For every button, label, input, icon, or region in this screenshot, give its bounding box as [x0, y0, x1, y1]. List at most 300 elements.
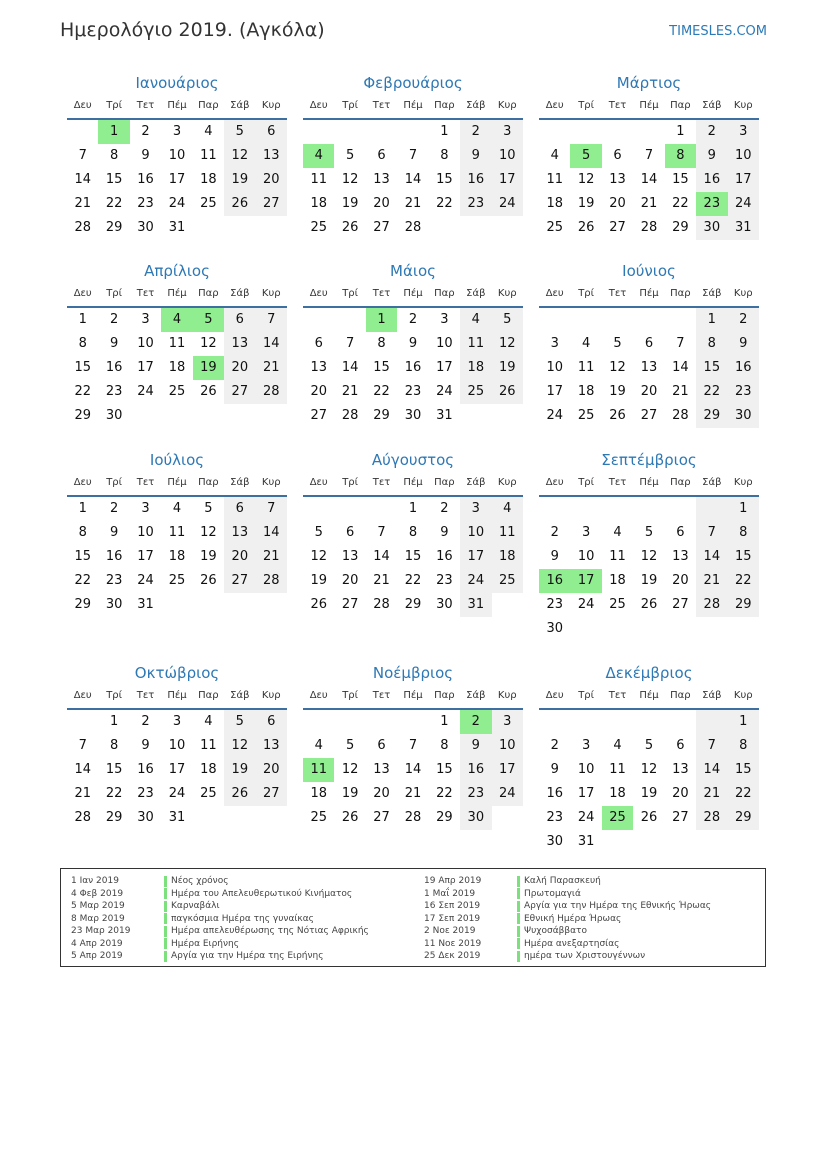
day-cell: 26: [577, 220, 595, 235]
day-cell: 10: [168, 148, 186, 163]
holiday-day-cell: 4: [161, 308, 192, 332]
holiday-day-cell: 16: [539, 569, 570, 593]
weekday-label: Τετ: [136, 288, 155, 299]
day-cell: 8: [377, 336, 386, 351]
days-grid: [303, 497, 523, 617]
legend-row: [414, 888, 711, 901]
weekday-label: Τετ: [136, 690, 155, 701]
day-cell: 2: [696, 120, 727, 144]
empty-cell: [602, 308, 633, 332]
day-cell: 8: [696, 332, 727, 356]
day-cell: 28: [672, 408, 689, 423]
site-link[interactable]: TIMESLES.COM: [669, 24, 767, 39]
weekday-label: Σάβ: [702, 100, 722, 111]
weekday-label: Παρ: [670, 288, 691, 299]
holiday-day-cell: 17: [570, 569, 601, 593]
day-cell: 27: [672, 597, 689, 612]
holiday-marker: [517, 938, 520, 949]
day-cell: 8: [78, 336, 87, 351]
day-cell: 14: [256, 332, 287, 356]
day-cell: 29: [696, 404, 727, 428]
holiday-day-cell: 8: [665, 144, 696, 168]
weekday-label: Τρί: [106, 477, 123, 488]
day-cell: 18: [577, 384, 595, 399]
empty-cell: [366, 120, 397, 144]
day-cell: 5: [345, 738, 355, 753]
day-cell: 8: [109, 738, 119, 753]
day-cell: 22: [728, 782, 759, 806]
day-cell: 20: [373, 196, 390, 211]
weekday-label: Κυρ: [733, 100, 753, 111]
day-cell: 16: [696, 168, 727, 192]
day-cell: 28: [256, 569, 287, 593]
day-cell: 27: [224, 569, 255, 593]
day-cell: 7: [78, 148, 87, 163]
holiday-day-cell: 1: [98, 120, 129, 144]
legend-date: 25 Δεκ 2019: [424, 951, 481, 962]
legend-holiday-name: Αργία για την Ημέρα της Εθνικής Ήρωας: [524, 901, 712, 912]
day-cell: 30: [105, 597, 123, 612]
legend-date: 19 Απρ 2019: [424, 876, 482, 887]
holiday-marker: [164, 938, 167, 949]
day-cell: 18: [168, 549, 186, 564]
day-cell: 11: [609, 762, 626, 777]
weekday-label: Τρί: [106, 690, 123, 701]
day-cell: 27: [224, 380, 255, 404]
day-cell: 9: [460, 144, 491, 168]
day-cell: 15: [436, 762, 453, 777]
day-cell: 17: [168, 172, 186, 187]
day-cell: 6: [377, 148, 386, 163]
day-cell: 9: [696, 144, 727, 168]
weekday-label: Κυρ: [497, 690, 517, 701]
day-cell: 19: [224, 168, 255, 192]
day-cell: 18: [168, 360, 186, 375]
day-cell: 30: [460, 806, 491, 830]
page-title: Ημερολόγιο 2019. (Αγκόλα): [60, 19, 325, 41]
day-cell: 19: [492, 356, 523, 380]
legend-row: [414, 913, 711, 926]
day-cell: 11: [168, 525, 186, 540]
weekday-label: Πέμ: [167, 477, 187, 488]
legend-date: 1 Μαΐ 2019: [424, 888, 476, 899]
day-cell: 13: [224, 521, 255, 545]
day-cell: 3: [492, 710, 523, 734]
holiday-day-cell: 1: [366, 308, 397, 332]
day-cell: 27: [609, 220, 626, 235]
month-11: [303, 662, 523, 830]
empty-cell: [303, 497, 334, 521]
weekday-label: Δευ: [73, 477, 92, 488]
days-grid: [303, 120, 523, 240]
legend-holiday-name: ημέρα των Χριστουγέννων: [524, 951, 646, 962]
day-cell: 13: [672, 762, 689, 777]
empty-cell: [602, 497, 633, 521]
day-cell: 19: [341, 196, 359, 211]
weekday-label: Πέμ: [403, 690, 423, 701]
weekday-header: [303, 96, 523, 120]
day-cell: 4: [581, 336, 591, 351]
day-cell: 5: [314, 525, 323, 540]
day-cell: 20: [224, 545, 255, 569]
day-cell: 7: [345, 336, 355, 351]
month-7: [67, 449, 287, 617]
empty-cell: [633, 710, 664, 734]
day-cell: 28: [373, 597, 390, 612]
day-cell: 21: [696, 569, 727, 593]
day-cell: 3: [141, 312, 150, 327]
weekday-label: Δευ: [309, 477, 328, 488]
day-cell: 22: [436, 786, 453, 801]
day-cell: 23: [105, 384, 123, 399]
day-cell: 1: [78, 501, 87, 516]
day-cell: 4: [550, 148, 559, 163]
day-cell: 2: [141, 714, 150, 729]
weekday-header: [67, 96, 287, 120]
weekday-label: Τετ: [372, 477, 391, 488]
month-title: Μάρτιος: [616, 74, 682, 92]
weekday-label: Δευ: [545, 288, 564, 299]
day-cell: 10: [137, 336, 154, 351]
day-cell: 12: [492, 332, 523, 356]
weekday-header: [539, 686, 759, 710]
days-grid: [67, 497, 287, 617]
legend-date: 1 Ιαν 2019: [71, 876, 119, 887]
day-cell: 2: [550, 738, 559, 753]
day-cell: 16: [404, 360, 422, 375]
days-grid: [67, 308, 287, 428]
day-cell: 24: [492, 192, 523, 216]
empty-cell: [539, 710, 570, 734]
empty-cell: [303, 308, 334, 332]
day-cell: 1: [696, 308, 727, 332]
day-cell: 24: [460, 569, 491, 593]
day-cell: 24: [168, 196, 186, 211]
day-cell: 4: [172, 501, 182, 516]
day-cell: 16: [728, 356, 759, 380]
day-cell: 9: [460, 734, 491, 758]
day-cell: 10: [168, 738, 186, 753]
day-cell: 30: [137, 220, 154, 235]
holiday-day-cell: 4: [303, 144, 334, 168]
weekday-label: Πέμ: [639, 477, 659, 488]
day-cell: 24: [492, 782, 523, 806]
day-cell: 5: [644, 525, 654, 540]
weekday-header: [67, 284, 287, 308]
day-cell: 13: [310, 360, 327, 375]
month-title: Δεκέμβριος: [605, 664, 693, 682]
day-cell: 5: [644, 738, 654, 753]
day-cell: 10: [460, 521, 491, 545]
day-cell: 20: [672, 573, 689, 588]
day-cell: 26: [310, 597, 327, 612]
day-cell: 16: [460, 758, 491, 782]
day-cell: 29: [373, 408, 390, 423]
day-cell: 26: [640, 597, 658, 612]
day-cell: 14: [404, 172, 422, 187]
day-cell: 22: [404, 573, 422, 588]
day-cell: 12: [341, 762, 359, 777]
legend-date: 2 Νοε 2019: [424, 926, 476, 937]
empty-cell: [665, 497, 696, 521]
weekday-header: [67, 686, 287, 710]
day-cell: 8: [78, 525, 87, 540]
day-cell: 15: [436, 172, 453, 187]
weekday-label: Σάβ: [702, 690, 722, 701]
month-title: Σεπτέμβριος: [601, 451, 697, 469]
day-cell: 14: [640, 172, 658, 187]
day-cell: 21: [341, 384, 359, 399]
day-cell: 22: [436, 196, 453, 211]
weekday-label: Κυρ: [497, 477, 517, 488]
holiday-marker: [517, 926, 520, 937]
legend-holiday-name: Εθνική Ημέρα Ήρωας: [524, 913, 622, 924]
day-cell: 10: [492, 734, 523, 758]
weekday-label: Σάβ: [466, 288, 486, 299]
weekday-label: Σάβ: [466, 690, 486, 701]
empty-cell: [334, 308, 365, 332]
day-cell: 7: [696, 521, 727, 545]
day-cell: 12: [640, 762, 658, 777]
day-cell: 15: [696, 356, 727, 380]
day-cell: 4: [204, 124, 213, 139]
day-cell: 13: [224, 332, 255, 356]
empty-cell: [665, 308, 696, 332]
day-cell: 22: [728, 569, 759, 593]
weekday-label: Πέμ: [403, 477, 423, 488]
day-cell: 18: [609, 573, 626, 588]
day-cell: 23: [436, 573, 453, 588]
day-cell: 21: [256, 356, 287, 380]
weekday-label: Τρί: [342, 288, 359, 299]
weekday-label: Πέμ: [167, 288, 187, 299]
day-cell: 25: [200, 196, 217, 211]
day-cell: 31: [728, 216, 759, 240]
empty-cell: [334, 120, 365, 144]
day-cell: 24: [546, 408, 563, 423]
weekday-label: Δευ: [545, 690, 564, 701]
day-cell: 28: [74, 810, 91, 825]
legend-row: [61, 938, 369, 951]
weekday-label: Δευ: [545, 100, 564, 111]
days-grid: [539, 308, 759, 428]
day-cell: 11: [200, 738, 217, 753]
weekday-label: Τετ: [372, 690, 391, 701]
day-cell: 3: [581, 738, 591, 753]
empty-cell: [570, 710, 601, 734]
day-cell: 29: [74, 597, 91, 612]
day-cell: 25: [310, 810, 327, 825]
day-cell: 22: [696, 380, 727, 404]
holiday-marker: [517, 888, 520, 899]
day-cell: 1: [408, 501, 418, 516]
day-cell: 4: [204, 714, 213, 729]
legend-row: [414, 875, 711, 888]
day-cell: 16: [436, 549, 453, 564]
day-cell: 13: [256, 144, 287, 168]
day-cell: 22: [672, 196, 689, 211]
day-cell: 21: [404, 786, 422, 801]
weekday-label: Πέμ: [403, 288, 423, 299]
day-cell: 23: [728, 380, 759, 404]
legend-row: [414, 950, 711, 963]
holiday-marker: [517, 951, 520, 962]
day-cell: 4: [613, 738, 622, 753]
day-cell: 18: [546, 196, 563, 211]
day-cell: 25: [168, 573, 186, 588]
day-cell: 8: [440, 738, 449, 753]
month-10: [67, 662, 287, 830]
weekday-label: Δευ: [309, 288, 328, 299]
day-cell: 5: [613, 336, 622, 351]
day-cell: 25: [609, 597, 626, 612]
day-cell: 7: [676, 336, 685, 351]
day-cell: 29: [436, 810, 453, 825]
day-cell: 16: [460, 168, 491, 192]
day-cell: 9: [141, 148, 150, 163]
weekday-label: Σάβ: [230, 690, 250, 701]
day-cell: 3: [492, 120, 523, 144]
weekday-label: Τρί: [106, 288, 123, 299]
day-cell: 21: [256, 545, 287, 569]
day-cell: 2: [109, 312, 119, 327]
day-cell: 13: [373, 172, 390, 187]
day-cell: 6: [224, 308, 255, 332]
day-cell: 28: [640, 220, 658, 235]
weekday-header: [539, 96, 759, 120]
weekday-label: Κυρ: [261, 288, 281, 299]
legend-date: 11 Νοε 2019: [424, 938, 482, 949]
weekday-label: Τρί: [342, 690, 359, 701]
day-cell: 26: [224, 782, 255, 806]
day-cell: 11: [168, 336, 186, 351]
day-cell: 19: [640, 573, 658, 588]
day-cell: 18: [310, 196, 327, 211]
month-title: Ιανουάριος: [135, 74, 219, 92]
day-cell: 18: [460, 356, 491, 380]
day-cell: 22: [74, 384, 91, 399]
weekday-label: Δευ: [73, 690, 92, 701]
month-5: [303, 260, 523, 428]
day-cell: 18: [492, 545, 523, 569]
day-cell: 12: [609, 360, 626, 375]
day-cell: 14: [696, 545, 727, 569]
holiday-marker: [164, 926, 167, 937]
day-cell: 3: [460, 497, 491, 521]
day-cell: 17: [460, 545, 491, 569]
weekday-label: Κυρ: [497, 100, 517, 111]
day-cell: 5: [224, 120, 255, 144]
weekday-label: Παρ: [198, 477, 219, 488]
legend-holiday-name: Ημέρα ανεξαρτησίας: [524, 938, 620, 949]
day-cell: 31: [460, 593, 491, 617]
month-4: [67, 260, 287, 428]
legend-holiday-name: Ημέρα Ειρήνης: [171, 938, 240, 949]
day-cell: 4: [613, 525, 622, 540]
day-cell: 20: [672, 786, 689, 801]
day-cell: 3: [581, 525, 591, 540]
day-cell: 6: [644, 336, 654, 351]
weekday-label: Παρ: [434, 690, 455, 701]
day-cell: 14: [373, 549, 390, 564]
holiday-marker: [164, 951, 167, 962]
day-cell: 23: [105, 573, 123, 588]
day-cell: 24: [168, 786, 186, 801]
day-cell: 8: [728, 521, 759, 545]
day-cell: 30: [436, 597, 453, 612]
day-cell: 26: [640, 810, 658, 825]
day-cell: 21: [672, 384, 689, 399]
weekday-label: Τρί: [578, 477, 595, 488]
legend-holiday-name: Ψυχοσάββατο: [524, 926, 587, 937]
day-cell: 17: [137, 549, 154, 564]
day-cell: 6: [377, 738, 386, 753]
day-cell: 16: [137, 762, 154, 777]
day-cell: 23: [546, 810, 563, 825]
legend-row: [414, 900, 711, 913]
day-cell: 8: [440, 148, 449, 163]
day-cell: 2: [460, 120, 491, 144]
day-cell: 26: [492, 380, 523, 404]
day-cell: 20: [609, 196, 626, 211]
legend-row: [61, 900, 369, 913]
weekday-label: Σάβ: [230, 288, 250, 299]
month-title: Ιούλιος: [149, 451, 205, 469]
day-cell: 5: [224, 710, 255, 734]
day-cell: 4: [460, 308, 491, 332]
day-cell: 12: [310, 549, 327, 564]
day-cell: 23: [404, 384, 422, 399]
day-cell: 5: [345, 148, 355, 163]
day-cell: 9: [728, 332, 759, 356]
month-8: [303, 449, 523, 617]
day-cell: 22: [105, 196, 123, 211]
legend-date: 5 Απρ 2019: [71, 951, 123, 962]
day-cell: 9: [440, 525, 449, 540]
day-cell: 19: [200, 549, 217, 564]
day-cell: 25: [168, 384, 186, 399]
day-cell: 20: [256, 168, 287, 192]
day-cell: 15: [373, 360, 390, 375]
weekday-label: Κυρ: [733, 477, 753, 488]
weekday-label: Δευ: [545, 477, 564, 488]
day-cell: 26: [200, 573, 217, 588]
weekday-header: [539, 284, 759, 308]
day-cell: 14: [341, 360, 359, 375]
weekday-label: Τετ: [136, 477, 155, 488]
day-cell: 26: [609, 408, 626, 423]
day-cell: 2: [408, 312, 418, 327]
day-cell: 13: [609, 172, 626, 187]
day-cell: 6: [676, 738, 685, 753]
day-cell: 11: [200, 148, 217, 163]
day-cell: 15: [404, 549, 422, 564]
day-cell: 10: [492, 144, 523, 168]
weekday-label: Σάβ: [466, 477, 486, 488]
day-cell: 20: [310, 384, 327, 399]
month-9: [539, 449, 759, 641]
weekday-label: Παρ: [434, 477, 455, 488]
month-title: Φεβρουάριος: [363, 74, 463, 92]
day-cell: 25: [546, 220, 563, 235]
day-cell: 30: [546, 834, 563, 849]
empty-cell: [397, 120, 428, 144]
legend-holiday-name: Αργία για την Ημέρα της Ειρήνης: [171, 951, 324, 962]
legend-row: [61, 913, 369, 926]
weekday-label: Τρί: [578, 288, 595, 299]
day-cell: 19: [341, 786, 359, 801]
weekday-label: Πέμ: [403, 100, 423, 111]
